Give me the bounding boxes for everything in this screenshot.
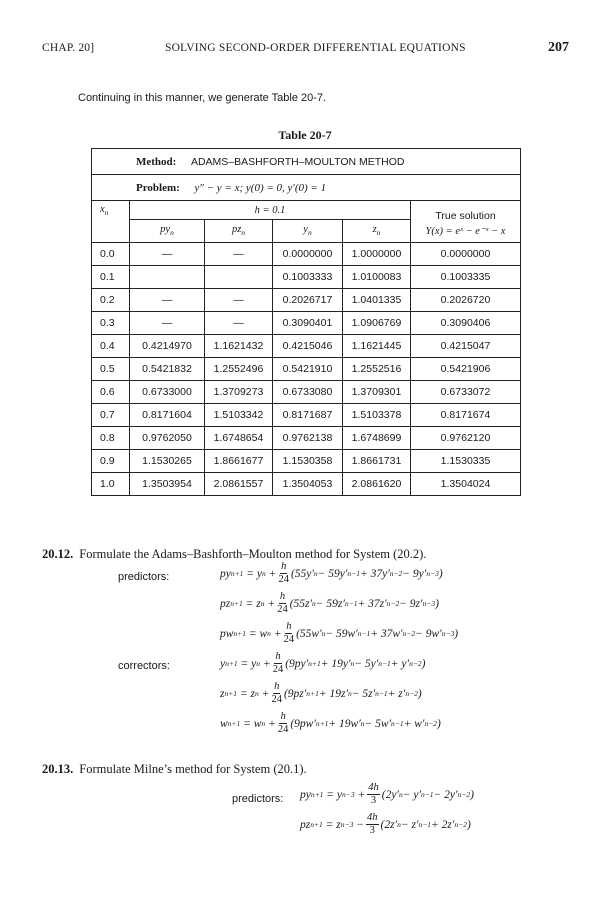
problem-row	[92, 175, 521, 201]
table-caption: Table 20-7	[278, 128, 332, 142]
predictor-py-equation: py n+1 = y n + $\frac{h}{24}$ (55y′ n − 59y′ n−1 + 37y′ n−2 − 9y′ n−3 )	[220, 561, 443, 585]
corrector-y-equation: y n+1 = y n + $\frac{h}{24}$ (9py′ n+1 + 19y′ n − 5y′ n−1 + y′ n−2 )	[220, 651, 426, 675]
header-row-1	[92, 201, 521, 220]
corrector-w-equation: w n+1 = w n + $\frac{h}{24}$ (9pw′ n+1 + 19w′ n − 5w′ n−1 + w′ n−2 )	[220, 711, 441, 735]
cell-pz: —	[205, 243, 273, 266]
problem-label: Problem:	[136, 181, 180, 194]
cell-x: 0.7	[92, 404, 130, 427]
cell-py: 1.3503954	[130, 473, 205, 496]
method-value: ADAMS–BASHFORTH–MOULTON METHOD	[190, 155, 405, 168]
intro-text: Continuing in this manner, we generate Table 20-7.	[78, 92, 327, 104]
cell-x: 0.9	[92, 450, 130, 473]
results-table	[91, 148, 521, 496]
cell-x: 0.8	[92, 427, 130, 450]
predictor-pz-equation: pz n+1 = z n + $\frac{h}{24}$ (55z′ n − 59z′ n−1 + 37z′ n−2 − 9z′ n−3 )	[220, 591, 439, 615]
cell-y: 1.1530358	[273, 450, 343, 473]
cell-py	[130, 266, 205, 289]
cell-py: 0.8171604	[130, 404, 205, 427]
problem-20-13-text: Formulate Milne’s method for System (20.1).	[79, 762, 307, 776]
cell-pz: 1.1621432	[205, 335, 273, 358]
cell-z: 1.1621445	[343, 335, 411, 358]
predictor-pw-equation: pw n+1 = w n + $\frac{h}{24}$ (55w′ n − 59w′ n−1 + 37w′ n−2 − 9w′ n−3 )	[220, 621, 459, 645]
cell-z: 1.3709301	[343, 381, 411, 404]
table-row	[92, 289, 521, 312]
problem-20-12-number: 20.12.	[42, 547, 74, 561]
predictors-label: predictors:	[118, 571, 170, 583]
problem-value: y″ − y = x; y(0) = 0, y′(0) = 1	[194, 181, 327, 194]
cell-z: 1.8661731	[343, 450, 411, 473]
cell-y: 0.9762138	[273, 427, 343, 450]
correctors-label: correctors:	[118, 660, 170, 672]
cell-py: 0.6733000	[130, 381, 205, 404]
cell-y: 0.3090401	[273, 312, 343, 335]
cell-z: 1.0401335	[343, 289, 411, 312]
cell-z: 1.0000000	[343, 243, 411, 266]
cell-x: 0.6	[92, 381, 130, 404]
table-row	[92, 427, 521, 450]
cell-x: 0.5	[92, 358, 130, 381]
cell-Y: 1.3504024	[411, 473, 521, 496]
cell-py: —	[130, 312, 205, 335]
running-title: SOLVING SECOND-ORDER DIFFERENTIAL EQUATIONS	[165, 42, 466, 54]
table-row	[92, 335, 521, 358]
true-solution-formula: Y(x) = eˣ − e⁻ˣ − x	[425, 226, 506, 237]
corrector-z-equation: z n+1 = z n + $\frac{h}{24}$ (9pz′ n+1 + 19z′ n − 5z′ n−1 + z′ n−2 )	[220, 681, 422, 705]
cell-y: 0.4215046	[273, 335, 343, 358]
cell-py: 1.1530265	[130, 450, 205, 473]
cell-z: 1.0906769	[343, 312, 411, 335]
cell-pz: 1.5103342	[205, 404, 273, 427]
cell-y: 1.3504053	[273, 473, 343, 496]
cell-Y: 0.8171674	[411, 404, 521, 427]
cell-Y: 0.5421906	[411, 358, 521, 381]
cell-Y: 0.3090406	[411, 312, 521, 335]
cell-pz: 1.6748654	[205, 427, 273, 450]
cell-Y: 1.1530335	[411, 450, 521, 473]
cell-pz: 1.8661677	[205, 450, 273, 473]
cell-z: 1.2552516	[343, 358, 411, 381]
cell-y: 0.6733080	[273, 381, 343, 404]
true-solution-header: True solution	[435, 210, 496, 222]
milne-frac-num: 4h	[368, 782, 379, 793]
cell-pz: 2.0861557	[205, 473, 273, 496]
cell-y: 0.2026717	[273, 289, 343, 312]
cell-py: 0.5421832	[130, 358, 205, 381]
milne-pz-equation: pz n+1 = z n−3 − $\frac{4h}{3}$ (2z′ n − z′ n−1 + 2z′ n−2 )	[300, 812, 471, 836]
cell-z: 2.0861620	[343, 473, 411, 496]
cell-py: 0.9762050	[130, 427, 205, 450]
table-row	[92, 450, 521, 473]
cell-x: 0.3	[92, 312, 130, 335]
col-header-y: $y_n$	[273, 220, 343, 243]
col-header-py: $py_n$	[130, 220, 205, 243]
cell-x: 0.0	[92, 243, 130, 266]
cell-pz	[205, 266, 273, 289]
cell-x: 0.4	[92, 335, 130, 358]
cell-z: 1.0100083	[343, 266, 411, 289]
cell-Y: 0.4215047	[411, 335, 521, 358]
col-header-pz: $pz_n$	[205, 220, 273, 243]
cell-Y: 0.6733072	[411, 381, 521, 404]
cell-py: —	[130, 289, 205, 312]
cell-x: 0.1	[92, 266, 130, 289]
col-header-z: $z_n$	[343, 220, 411, 243]
table-row	[92, 381, 521, 404]
table-row	[92, 266, 521, 289]
cell-x: 0.2	[92, 289, 130, 312]
cell-x: 1.0	[92, 473, 130, 496]
frac-num: h	[281, 561, 287, 572]
cell-y: 0.0000000	[273, 243, 343, 266]
table-row	[92, 243, 521, 266]
cell-z: 1.6748699	[343, 427, 411, 450]
problem-20-13-number: 20.13.	[42, 762, 74, 776]
problem-20-13-title	[42, 762, 307, 777]
cell-z: 1.5103378	[343, 404, 411, 427]
cell-Y: 0.2026720	[411, 289, 521, 312]
milne-frac-den: 3	[370, 794, 377, 806]
cell-Y: 0.9762120	[411, 427, 521, 450]
milne-py-equation: py n+1 = y n−3 + $\frac{4h}{3}$ (2y′ n − y′ n−1 − 2y′ n−2 )	[300, 782, 474, 806]
milne-predictors-label: predictors:	[232, 793, 284, 805]
table-row	[92, 358, 521, 381]
cell-y: 0.1003333	[273, 266, 343, 289]
h-header: h = 0.1	[130, 201, 411, 220]
cell-y: 0.8171687	[273, 404, 343, 427]
cell-py: —	[130, 243, 205, 266]
problem-20-12-title	[42, 547, 426, 562]
cell-Y: 0.0000000	[411, 243, 521, 266]
cell-pz: 1.3709273	[205, 381, 273, 404]
chapter-label: CHAP. 20]	[42, 42, 95, 54]
method-row	[92, 149, 521, 175]
table-row	[92, 473, 521, 496]
page-number: 207	[548, 40, 569, 55]
cell-Y: 0.1003335	[411, 266, 521, 289]
method-label: Method:	[136, 155, 177, 168]
frac-den: 24	[278, 573, 289, 585]
cell-pz: —	[205, 312, 273, 335]
cell-pz: 1.2552496	[205, 358, 273, 381]
cell-pz: —	[205, 289, 273, 312]
cell-py: 0.4214970	[130, 335, 205, 358]
problem-20-12-text: Formulate the Adams–Bashforth–Moulton method for System (20.2).	[79, 547, 427, 561]
x-header: $x_n$	[92, 201, 130, 243]
table-row	[92, 312, 521, 335]
table-row	[92, 404, 521, 427]
cell-y: 0.5421910	[273, 358, 343, 381]
